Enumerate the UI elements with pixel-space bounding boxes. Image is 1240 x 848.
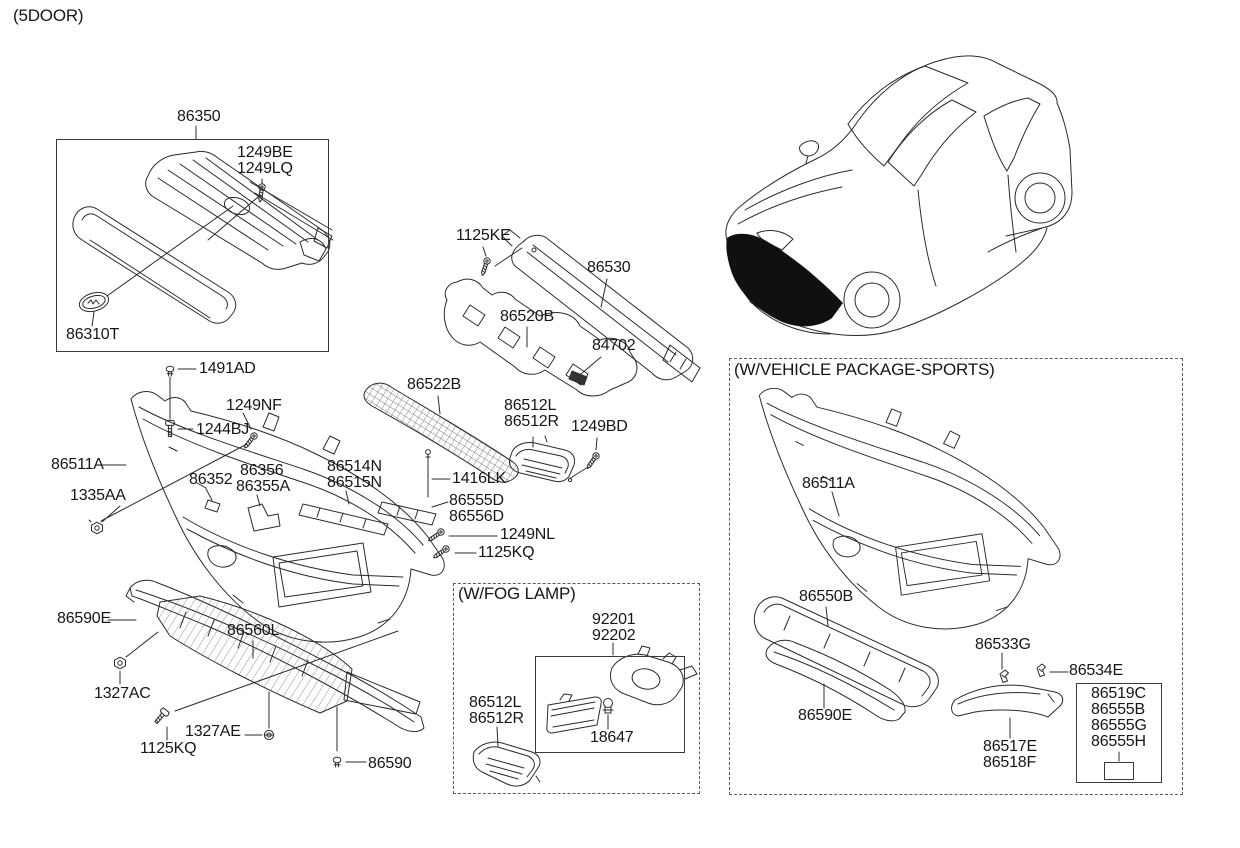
part-label-86514N[interactable]: 86514N (327, 458, 382, 475)
part-label-18647[interactable]: 18647 (590, 729, 634, 746)
part-label-86555G[interactable]: 86555G (1091, 717, 1147, 734)
car-illustration (726, 56, 1072, 336)
part-label-1416LK[interactable]: 1416LK (452, 470, 506, 487)
part-label-1249BE[interactable]: 1249BE (237, 144, 293, 161)
part-label-86530[interactable]: 86530 (587, 259, 631, 276)
part-label-86517E[interactable]: 86517E (983, 738, 1037, 755)
grommet-icon (264, 730, 273, 739)
part-label-86512R[interactable]: 86512R (504, 413, 559, 430)
lower-grille-drawing (364, 383, 518, 482)
part-label-86512L-fog[interactable]: 86512L (469, 694, 522, 711)
part-label-1249LQ[interactable]: 1249LQ (237, 160, 293, 177)
part-label-1125KQ-upper[interactable]: 1125KQ (478, 544, 535, 561)
clip-icon (333, 757, 341, 767)
clip-icon (166, 366, 174, 376)
part-label-86522B[interactable]: 86522B (407, 376, 461, 393)
part-label-86512R-fog[interactable]: 86512R (469, 710, 524, 727)
part-label-86355A[interactable]: 86355A (236, 478, 290, 495)
part-label-86310T[interactable]: 86310T (66, 326, 120, 343)
part-label-86590[interactable]: 86590 (368, 755, 412, 772)
part-label-86555B[interactable]: 86555B (1091, 701, 1145, 718)
part-label-1244BJ[interactable]: 1244BJ (196, 421, 250, 438)
screw-icon (427, 528, 446, 544)
part-label-1125KQ-lower[interactable]: 1125KQ (140, 740, 197, 757)
variant-label: (5DOOR) (13, 6, 84, 25)
fog-cover-drawing-main (509, 436, 600, 482)
part-label-86590E-sports[interactable]: 86590E (798, 707, 852, 724)
part-label-86352[interactable]: 86352 (189, 471, 233, 488)
part-label-84702[interactable]: 84702 (592, 337, 636, 354)
part-label-86534E[interactable]: 86534E (1069, 662, 1123, 679)
part-label-86550B[interactable]: 86550B (799, 588, 853, 605)
part-label-1249BD[interactable]: 1249BD (571, 418, 628, 435)
part-label-86590E[interactable]: 86590E (57, 610, 111, 627)
bolt-icon (152, 707, 169, 725)
sports-package-section-title: (W/VEHICLE PACKAGE-SPORTS) (734, 360, 995, 379)
part-label-86511A[interactable]: 86511A (51, 456, 104, 473)
bumper-rail-drawing (479, 230, 700, 382)
nut-icon (115, 657, 126, 669)
part-label-86520B[interactable]: 86520B (500, 308, 554, 325)
part-label-86556D[interactable]: 86556D (449, 508, 504, 525)
part-label-92202[interactable]: 92202 (592, 627, 636, 644)
part-label-86533G[interactable]: 86533G (975, 636, 1031, 653)
part-label-1491AD[interactable]: 1491AD (199, 360, 256, 377)
part-label-86512L[interactable]: 86512L (504, 397, 557, 414)
part-label-86519C[interactable]: 86519C (1091, 685, 1146, 702)
pin-icon (426, 450, 431, 460)
part-label-1249NF[interactable]: 1249NF (226, 397, 282, 414)
part-label-1249NL[interactable]: 1249NL (500, 526, 555, 543)
part-label-86515N[interactable]: 86515N (327, 474, 382, 491)
part-label-86518F[interactable]: 86518F (983, 754, 1037, 771)
part-label-1327AC[interactable]: 1327AC (94, 685, 151, 702)
part-label-92201[interactable]: 92201 (592, 611, 636, 628)
part-label-1335AA[interactable]: 1335AA (70, 487, 126, 504)
fog-lamp-section-title: (W/FOG LAMP) (458, 584, 576, 603)
part-label-86555D[interactable]: 86555D (449, 492, 504, 509)
part-label-1327AE[interactable]: 1327AE (185, 723, 241, 740)
part-label-86560L[interactable]: 86560L (227, 622, 280, 639)
part-label-86356[interactable]: 86356 (240, 462, 284, 479)
left-fasteners (89, 366, 258, 534)
clip-nut-icon (92, 522, 103, 534)
part-label-86350[interactable]: 86350 (177, 108, 221, 125)
part-label-1125KE[interactable]: 1125KE (456, 227, 511, 244)
screw-icon (479, 257, 491, 276)
part-label-86555H[interactable]: 86555H (1091, 733, 1146, 750)
under-cover-drawing (157, 596, 420, 714)
sports-parts-kit-glyph (1104, 762, 1134, 780)
part-label-86511A-sports[interactable]: 86511A (802, 475, 855, 492)
